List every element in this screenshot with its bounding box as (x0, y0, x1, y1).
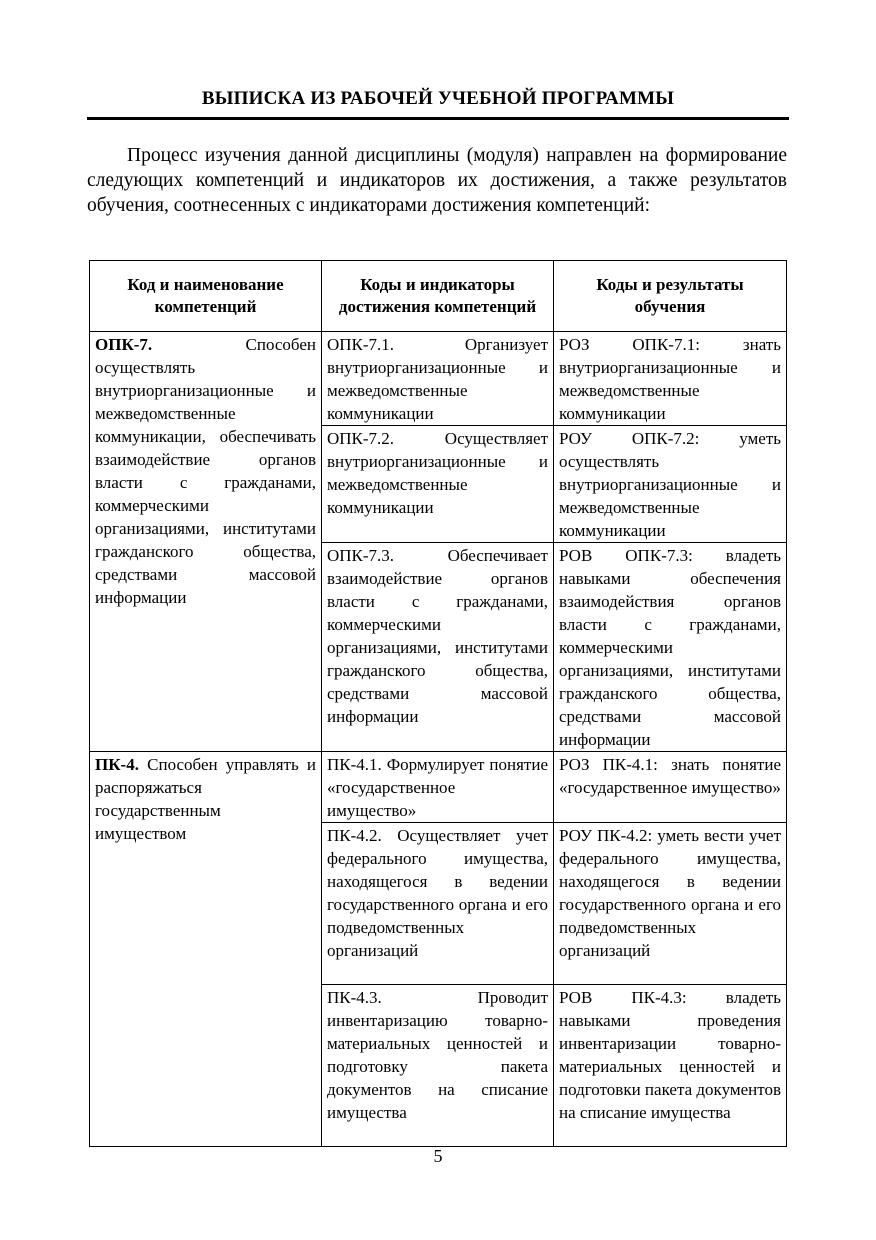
competency-code: ОПК-7. (95, 335, 153, 354)
intro-paragraph: Процесс изучения данной дисциплины (модуля) направлен на формирование следующих компетенций и индикаторов их достижения, а также результатов обучения, соотнесенных с индикаторами достижения компетенций: (87, 145, 787, 216)
header-results: Коды и результаты обучения (554, 261, 787, 332)
page-title: ВЫПИСКА ИЗ РАБОЧЕЙ УЧЕБНОЙ ПРОГРАММЫ (201, 88, 675, 109)
result-cell: РОВ ПК-4.3: владеть навыками проведения инвентаризации товарно-материальных ценностей и подготовки пакета документов на списание имущества (554, 985, 787, 1147)
competency-code: ПК-4. (95, 755, 139, 774)
competencies-table (89, 260, 787, 1147)
indicator-cell: ПК-4.2. Осуществляет учет федерального имущества, находящегося в ведении государственного органа и его подведомственных организаций (322, 823, 554, 985)
title-underline (87, 117, 789, 120)
competency-cell (90, 752, 322, 1147)
competency-name: Способен управлять и распоряжаться государственным имуществом (95, 755, 316, 843)
header-competency: Код и наименование компетенций (90, 261, 322, 332)
indicator-cell: ПК-4.3. Проводит инвентаризацию товарно-материальных ценностей и подготовку пакета документов на списание имущества (322, 985, 554, 1147)
result-cell: РОВ ОПК-7.3: владеть навыками обеспечения взаимодействия органов власти с гражданами, коммерческими организациями, институтами гражданского общества, средствами массовой информации (554, 543, 787, 752)
result-cell: РОЗ ПК-4.1: знать понятие «государственное имущество» (554, 752, 787, 823)
competency-name: Способен осуществлять внутриорганизационные и межведомственные коммуникации, обеспечивать взаимодействие органов власти с гражданами, коммерческими организациями, институтами гражданского общества, средствами массовой информации (95, 335, 316, 607)
page-number: 5 (433, 1146, 443, 1166)
table-row (90, 752, 787, 823)
indicator-cell: ОПК-7.1. Организует внутриорганизационные и межведомственные коммуникации (322, 332, 554, 426)
header-indicators: Коды и индикаторы достижения компетенций (322, 261, 554, 332)
result-cell: РОУ ОПК-7.2: уметь осуществлять внутриорганизационные и межведомственные коммуникации (554, 426, 787, 543)
competency-cell (90, 332, 322, 752)
indicator-cell: ОПК-7.3. Обеспечивает взаимодействие органов власти с гражданами, коммерческими организациями, институтами гражданского общества, средствами массовой информации (322, 543, 554, 752)
result-cell: РОУ ПК-4.2: уметь вести учет федерального имущества, находящегося в ведении государственного органа и его подведомственных организаций (554, 823, 787, 985)
table-row (90, 332, 787, 426)
indicator-cell: ОПК-7.2. Осуществляет внутриорганизационные и межведомственные коммуникации (322, 426, 554, 543)
result-cell: РОЗ ОПК-7.1: знать внутриорганизационные и межведомственные коммуникации (554, 332, 787, 426)
indicator-cell: ПК-4.1. Формулирует понятие «государственное имущество» (322, 752, 554, 823)
table-header-row (90, 261, 787, 332)
